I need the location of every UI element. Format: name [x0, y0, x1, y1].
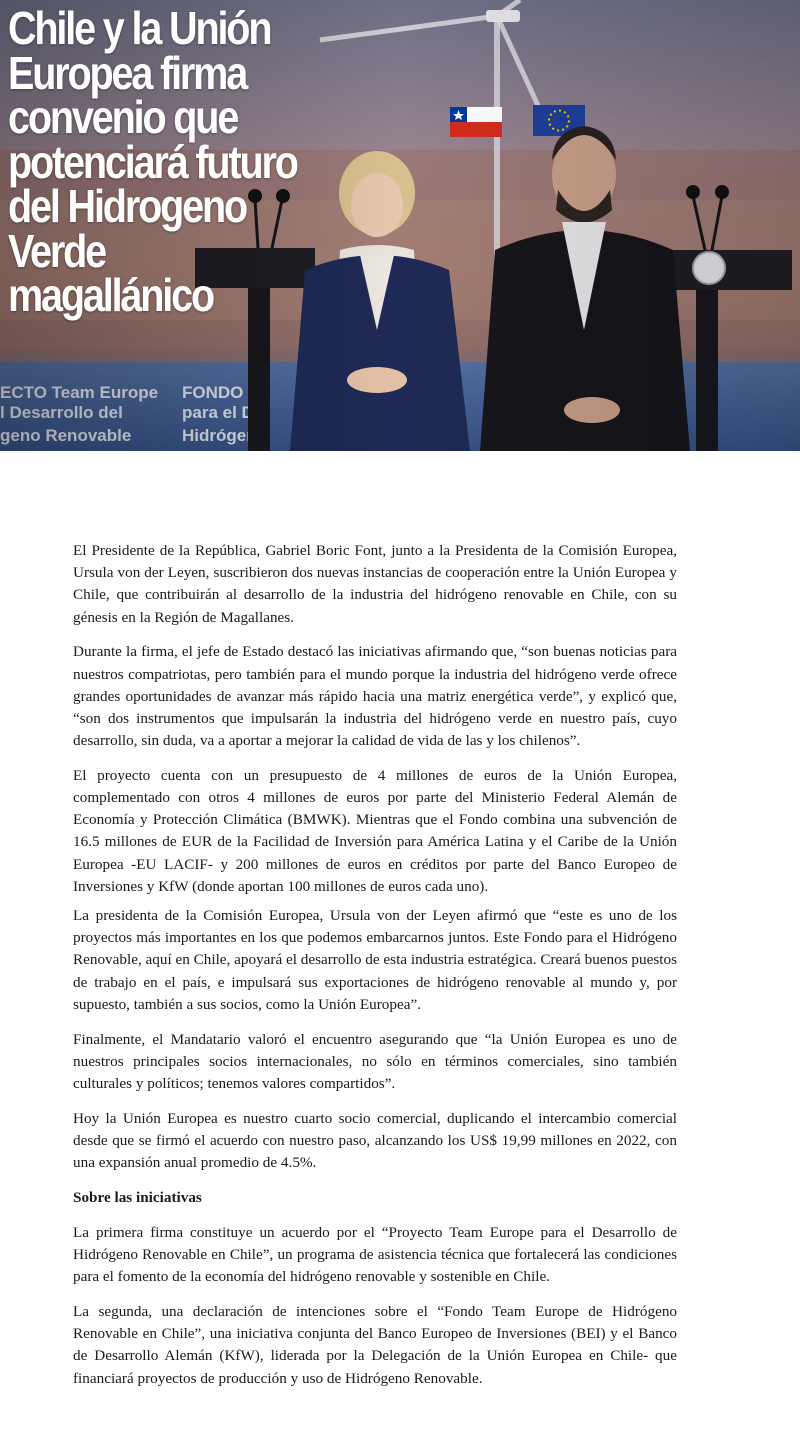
initiative-paragraph: La segunda, una declaración de intenciones sobre el “Fondo Team Europe de Hidrógeno Renovable en Chile”, una iniciativa conjunta del Banco Europeo de Inversiones (BEI) y el Banco de Desarrollo Alemán (KfW), liderada por la Delegación de la Unión Europea en Chile- que financiará proyectos de producción y uso de Hidrógeno Renovable. [73, 1302, 677, 1387]
page-title: Chile y la Unión Europea firma convenio que potenciará futuro del Hidrogeno Verde magallánico [8, 2, 297, 321]
article-paragraph: Durante la firma, el jefe de Estado destacó las iniciativas afirmando que, “son buenas noticias para nuestros compatriotas, pero también para el mundo porque la industria del hidrógeno verde ofrece grandes oportunidades de avanzar más rápido hacia una matriz energética verde”, y explicó que, “son dos instrumentos que impulsarán la industria del hidrógeno verde en nuestro país, cuyo desarrollo, sin duda, va a aportar a mejorar la calidad de vida de las y los chilenos”. [73, 643, 677, 750]
article-paragraph: El proyecto cuenta con un presupuesto de 4 millones de euros de la Unión Europea, complementado con otros 4 millones de euros por parte del Ministerio Federal Alemán de Economía y Protección Climática (BMWK). Mientras que el Fondo combina una subvención de 16.5 millones de EUR de la Facilidad de Inversión para América Latina y el Caribe de la Unión Europea -EU LACIF- y 200 millones de euros en créditos por parte del Banco Europeo de Inversiones y KfW (donde aportan 100 millones de euros cada uno). [73, 766, 677, 895]
initiative-paragraph: La primera firma constituye un acuerdo por el “Proyecto Team Europe para el Desarrollo de Hidrógeno Renovable en Chile”, un programa de asistencia técnica que fortalecerá las condiciones para el fomento de la economía del hidrógeno renovable y sostenible en Chile. [73, 1223, 677, 1286]
section-heading: Sobre las iniciativas [73, 1188, 202, 1206]
article-paragraph: La presidenta de la Comisión Europea, Ursula von der Leyen afirmó que “este es uno de los proyectos más importantes en los que podemos embarcarnos juntos. Este Fondo para el Hidrógeno Renovable, aquí en Chile, apoyará el desarrollo de esta industria estratégica. Creará buenos puestos de trabajo en el país, e impulsará sus exportaciones de hidrógeno renovable al mundo y, por supuesto, también a sus socios, como la Unión Europea”. [73, 907, 677, 1013]
article-paragraph: Finalmente, el Mandatario valoró el encuentro asegurando que “la Unión Europea es uno de nuestros principales socios internacionales, no sólo en términos comerciales, sino también culturales y políticos; tenemos valores compartidos”. [73, 1030, 677, 1092]
article-paragraph: El Presidente de la República, Gabriel Boric Font, junto a la Presidenta de la Comisión Europea, Ursula von der Leyen, suscribieron dos nuevas instancias de cooperación entre la Unión Europea y Chile, que contribuirán al desarrollo de la industria del hidrógeno renovable en Chile, con su génesis en la Región de Magallanes. [73, 542, 677, 626]
article-body [73, 540, 677, 1402]
hero-banner [0, 0, 800, 451]
article-paragraph: Hoy la Unión Europea es nuestro cuarto socio comercial, duplicando el intercambio comercial desde que se firmó el acuerdo con nuestro paso, alcanzando los US$ 19,99 millones en 2022, con una expansión anual promedio de 4.5%. [73, 1109, 677, 1172]
